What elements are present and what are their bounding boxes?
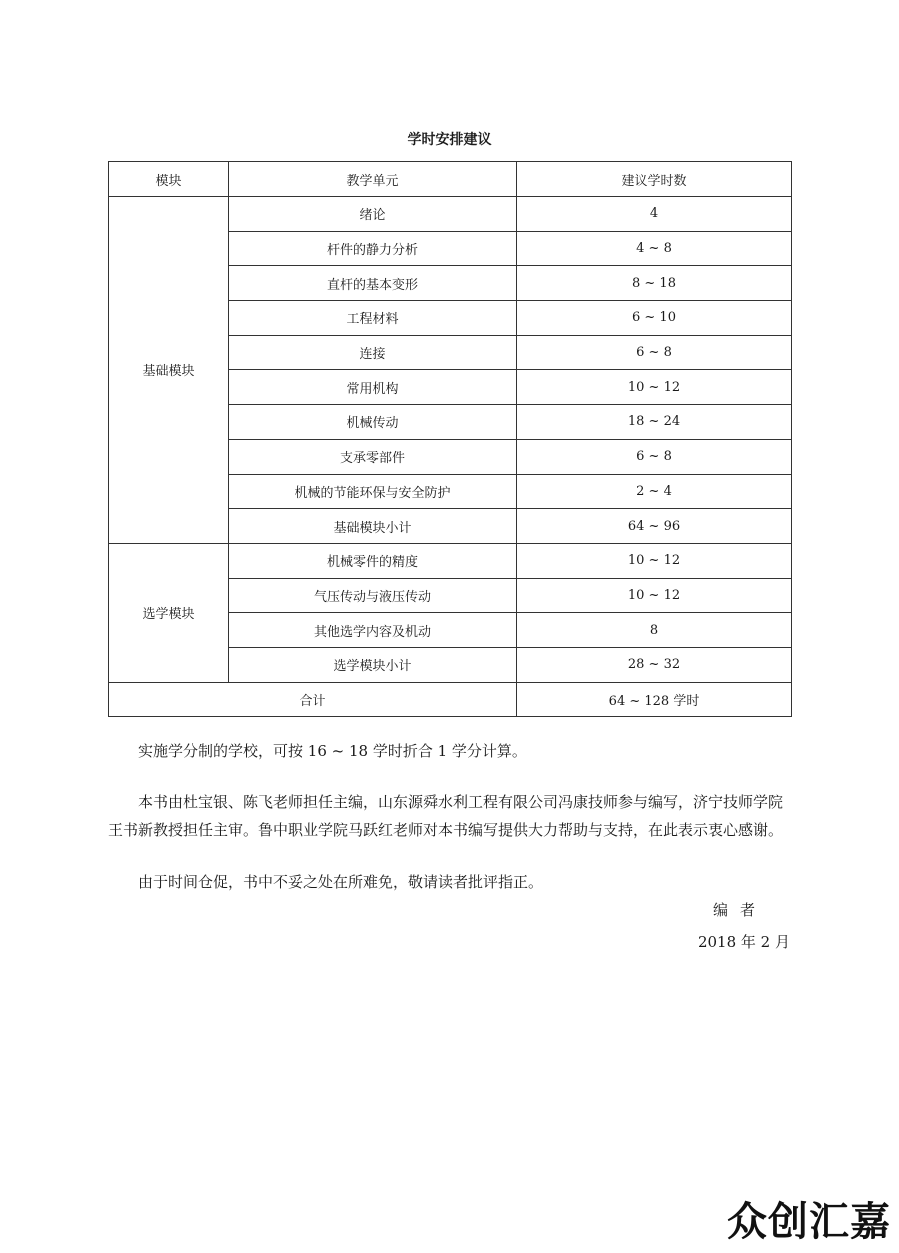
header-module: 模块 (109, 162, 229, 197)
unit-cell: 机械零件的精度 (229, 543, 517, 578)
total-hours: 64 ~ 128 学时 (517, 682, 792, 717)
unit-cell: 基础模块小计 (229, 509, 517, 544)
unit-cell: 连接 (229, 335, 517, 370)
paragraph-apology: 由于时间仓促，书中不妥之处在所难免，敬请读者批评指正。 (138, 873, 544, 891)
hours-cell: 10 ~ 12 (517, 578, 792, 613)
unit-cell: 工程材料 (229, 301, 517, 336)
unit-cell: 机械传动 (229, 405, 517, 440)
table-header-row (109, 162, 792, 197)
hours-cell: 6 ~ 10 (517, 301, 792, 336)
unit-cell: 支承零部件 (229, 439, 517, 474)
header-hours: 建议学时数 (517, 162, 792, 197)
unit-cell: 选学模块小计 (229, 647, 517, 682)
hours-cell: 10 ~ 12 (517, 370, 792, 405)
module-cell: 基础模块 (109, 197, 229, 544)
hours-cell: 4 (517, 197, 792, 232)
hours-cell: 10 ~ 12 (517, 543, 792, 578)
module-cell: 选学模块 (109, 543, 229, 682)
hours-cell: 8 ~ 18 (517, 266, 792, 301)
hours-cell: 18 ~ 24 (517, 405, 792, 440)
hours-cell: 8 (517, 613, 792, 648)
hours-cell: 28 ~ 32 (517, 647, 792, 682)
hours-cell: 4 ~ 8 (517, 231, 792, 266)
unit-cell: 常用机构 (229, 370, 517, 405)
table-row (109, 543, 792, 578)
total-label: 合计 (109, 682, 517, 717)
paragraph-credit: 实施学分制的学校，可按 16 ~ 18 学时折合 1 学分计算。 (138, 742, 527, 760)
unit-cell: 气压传动与液压传动 (229, 578, 517, 613)
signature-date: 2018 年 2 月 (697, 933, 790, 951)
schedule-table (108, 161, 792, 717)
watermark-logo: 众创汇嘉 (727, 1199, 891, 1245)
unit-cell: 绪论 (229, 197, 517, 232)
hours-cell: 2 ~ 4 (517, 474, 792, 509)
unit-cell: 其他选学内容及机动 (229, 613, 517, 648)
paragraph-authors: 本书由杜宝银、陈飞老师担任主编，山东源舜水利工程有限公司冯康技师参与编写，济宁技师学院王书新教授担任主审。鲁中职业学院马跃红老师对本书编写提供大力帮助与支持，在此表示衷心感谢。 (108, 793, 784, 839)
unit-cell: 直杆的基本变形 (229, 266, 517, 301)
table-row (109, 197, 792, 232)
total-row (109, 682, 792, 717)
header-unit: 教学单元 (229, 162, 517, 197)
hours-cell: 6 ~ 8 (517, 335, 792, 370)
unit-cell: 杆件的静力分析 (229, 231, 517, 266)
table-body (109, 197, 792, 717)
hours-cell: 64 ~ 96 (517, 509, 792, 544)
table-title: 学时安排建议 (407, 132, 492, 148)
unit-cell: 机械的节能环保与安全防护 (229, 474, 517, 509)
hours-cell: 6 ~ 8 (517, 439, 792, 474)
signature-author: 编者 (712, 901, 767, 919)
